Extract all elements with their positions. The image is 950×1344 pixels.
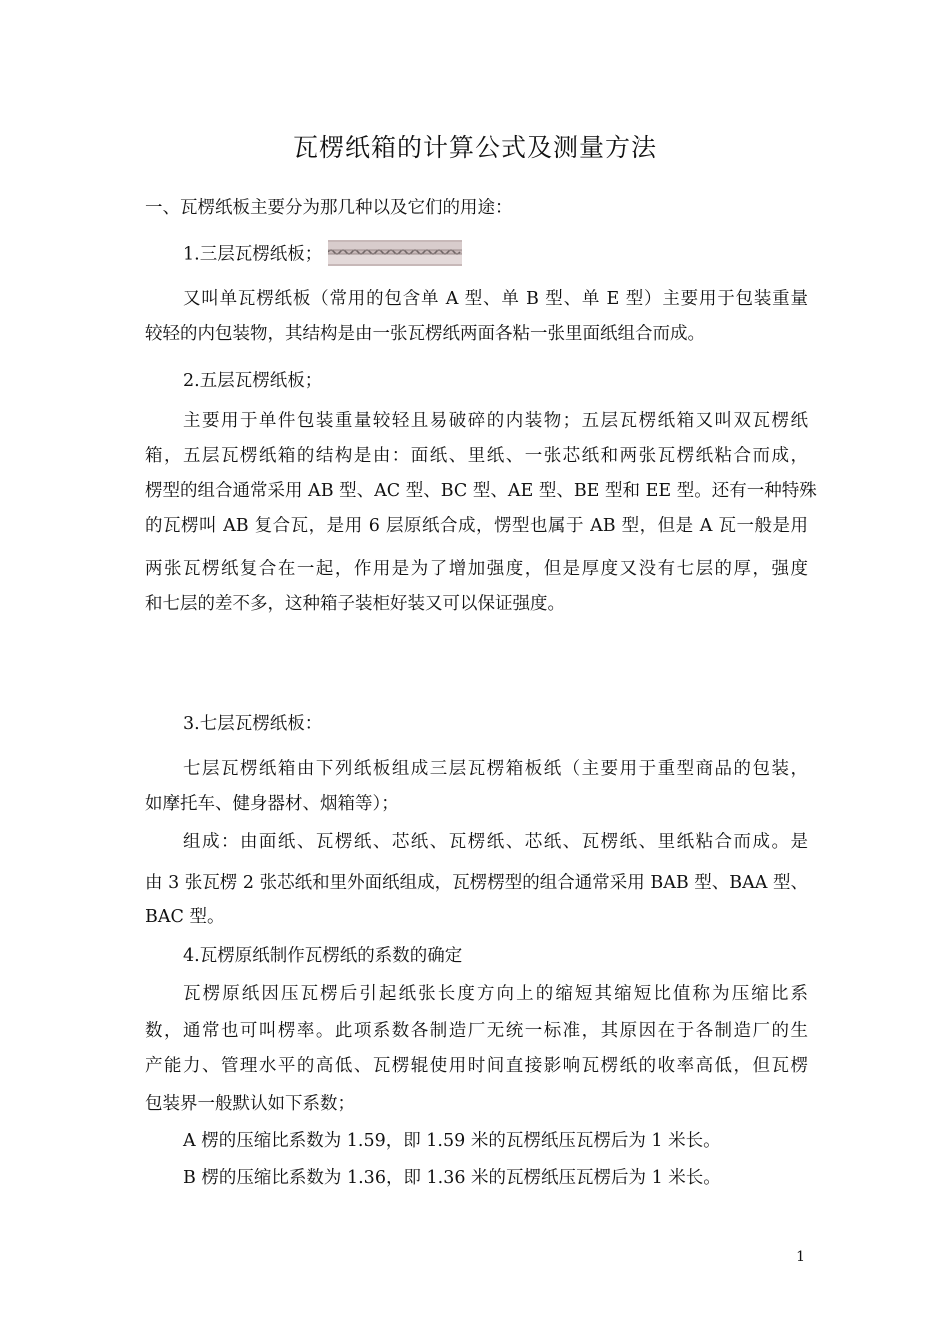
item4-heading: 4.瓦楞原纸制作瓦楞纸的系数的确定: [183, 946, 463, 966]
item1-heading: 1.三层瓦楞纸板；: [183, 244, 323, 265]
item3-body-line-1: 七层瓦楞纸箱由下列纸板组成三层瓦楞箱板纸（主要用于重型商品的包装，: [183, 759, 808, 779]
item2-body-line-5: 两张瓦楞纸复合在一起，作用是为了增加强度，但是厚度又没有七层的厚，强度: [145, 559, 808, 579]
item4-a-line: A 楞的压缩比系数为 1.59，即 1.59 米的瓦楞纸压瓦楞后为 1 米长。: [183, 1131, 721, 1151]
item3-body2-line-3: BAC 型。: [145, 907, 225, 927]
item2-body-line-1: 主要用于单件包装重量较轻且易破碎的内装物；五层瓦楞纸箱又叫双瓦楞纸: [183, 411, 808, 431]
document-title: 瓦楞纸箱的计算公式及测量方法: [292, 133, 657, 162]
item2-body-line-2: 箱，五层瓦楞纸箱的结构是由：面纸、里纸、一张芯纸和两张瓦楞纸粘合而成，: [145, 446, 808, 466]
page-number: 1: [796, 1249, 805, 1265]
item1-body-line-1: 又叫单瓦楞纸板（常用的包含单 A 型、单 B 型、单 E 型）主要用于包装重量: [183, 289, 808, 309]
item1-heading-row: [183, 242, 462, 268]
item4-b-line: B 楞的压缩比系数为 1.36，即 1.36 米的瓦楞纸压瓦楞后为 1 米长。: [183, 1168, 721, 1188]
item4-body-line-3: 产能力、管理水平的高低、瓦楞辊使用时间直接影响瓦楞纸的收率高低，但瓦楞: [145, 1056, 808, 1076]
item4-body-line-2: 数，通常也可叫楞率。此项系数各制造厂无统一标准，其原因在于各制造厂的生: [145, 1021, 808, 1041]
section-heading: 一、瓦楞纸板主要分为那几种以及它们的用途：: [145, 198, 513, 218]
item1-body-line-2: 较轻的内包装物，其结构是由一张瓦楞纸两面各粘一张里面纸组合而成。: [145, 324, 705, 344]
item3-body2-line-1: 组成：由面纸、瓦楞纸、芯纸、瓦楞纸、芯纸、瓦楞纸、里纸粘合而成。是: [183, 832, 808, 852]
corrugated-board-image: [328, 240, 462, 266]
item2-body-line-3: 楞型的组合通常采用 AB 型、AC 型、BC 型、AE 型、BE 型和 EE 型。还有一种特殊: [145, 481, 817, 501]
item3-body2-line-2: 由 3 张瓦楞 2 张芯纸和里外面纸组成，瓦楞楞型的组合通常采用 BAB 型、BAA 型、: [145, 873, 808, 893]
item2-body-line-4: 的瓦楞叫 AB 复合瓦，是用 6 层原纸合成，愣型也属于 AB 型，但是 A 瓦一般是用: [145, 516, 808, 536]
item3-body-line-2: 如摩托车、健身器材、烟箱等）；: [145, 794, 399, 814]
item3-heading: 3.七层瓦楞纸板：: [183, 714, 323, 734]
item4-body-line-4: 包装界一般默认如下系数；: [145, 1094, 355, 1114]
item2-heading: 2.五层瓦楞纸板；: [183, 371, 323, 391]
item4-body-line-1: 瓦楞原纸因压瓦楞后引起纸张长度方向上的缩短其缩短比值称为压缩比系: [183, 984, 808, 1004]
item2-body-line-6: 和七层的差不多，这种箱子装柜好装又可以保证强度。: [145, 594, 565, 614]
